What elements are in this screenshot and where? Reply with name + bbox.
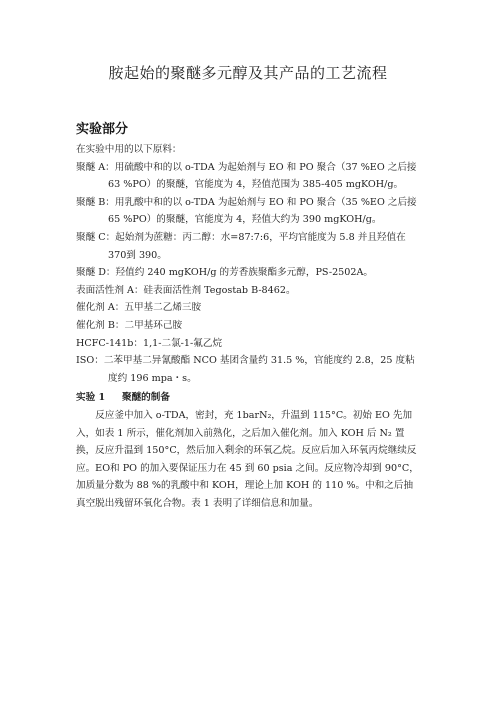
material-item: 催化剂 B：二甲基环己胺 xyxy=(76,319,183,331)
material-item: 表面活性剂 A：硅表面活性剂 Tegostab B-8462。 xyxy=(76,284,296,296)
experiment-title: 聚醚的制备 xyxy=(122,392,170,404)
material-item: 聚醚 C：起始剂为蔗糖：丙二醇：水=87:7:6，平均官能度为 5.8 并且羟值在 370到 390。 xyxy=(76,231,406,261)
material-item: 催化剂 A：五甲基二乙烯三胺 xyxy=(76,302,202,314)
section-heading: 实验部分 xyxy=(76,122,129,137)
material-item: 聚醚 A：用硫酸中和的以 o-TDA 为起始剂与 EO 和 PO 聚合（37 %EO 之后接63 %PO）的聚醚，官能度为 4，羟值范围为 385-405 mgKOH/g。 xyxy=(76,161,417,191)
experiment-heading xyxy=(76,389,420,407)
material-item: 聚醚 B：用乳酸中和的以 o-TDA 为起始剂与 EO 和 PO 聚合（35 %EO 之后接65 %PO）的聚醚，官能度为 4，羟值大约为 390 mgKOH/g。 xyxy=(76,196,417,226)
experiment-label: 实验 1 xyxy=(76,392,106,404)
material-item: ISO：二苯甲基二异氰酸酯 NCO 基团含量约 31.5 %，官能度约 2.8，25 度粘度约 196 mpa・s。 xyxy=(76,355,415,384)
experiment-paragraph: 反应釜中加入 o-TDA，密封，充 1barN₂，升温到 115°C。初始 EO 先加入，如表 1 所示，催化剂加入前熟化，之后加入催化剂。加入 KOH 后 N₂ 置换，反应升温到 150°C，然后加入剩余的环氧乙烷。反应后加入环氧丙烷继续反应。EO和 PO 的加入要保证压力在 45 到 60 psia 之间。反应物冷却到 90°C，加质量分数为 88 %的乳酸中和 KOH，理论上加 KOH 的 110 %。中和之后抽真空脱出残留环氧化合物。表 1 表明了详细信息和加量。 xyxy=(76,409,419,509)
document-body xyxy=(76,141,420,512)
document-title: 胺起始的聚醚多元醇及其产品的工艺流程 xyxy=(108,64,388,82)
material-item: 聚醚 D：羟值约 240 mgKOH/g 的芳香族聚酯多元醇，PS-2502A。 xyxy=(76,267,374,279)
material-item: HCFC-141b：1,1-二氯-1-氟乙烷 xyxy=(76,337,223,349)
intro-text: 在实验中用的以下原料： xyxy=(76,144,182,155)
